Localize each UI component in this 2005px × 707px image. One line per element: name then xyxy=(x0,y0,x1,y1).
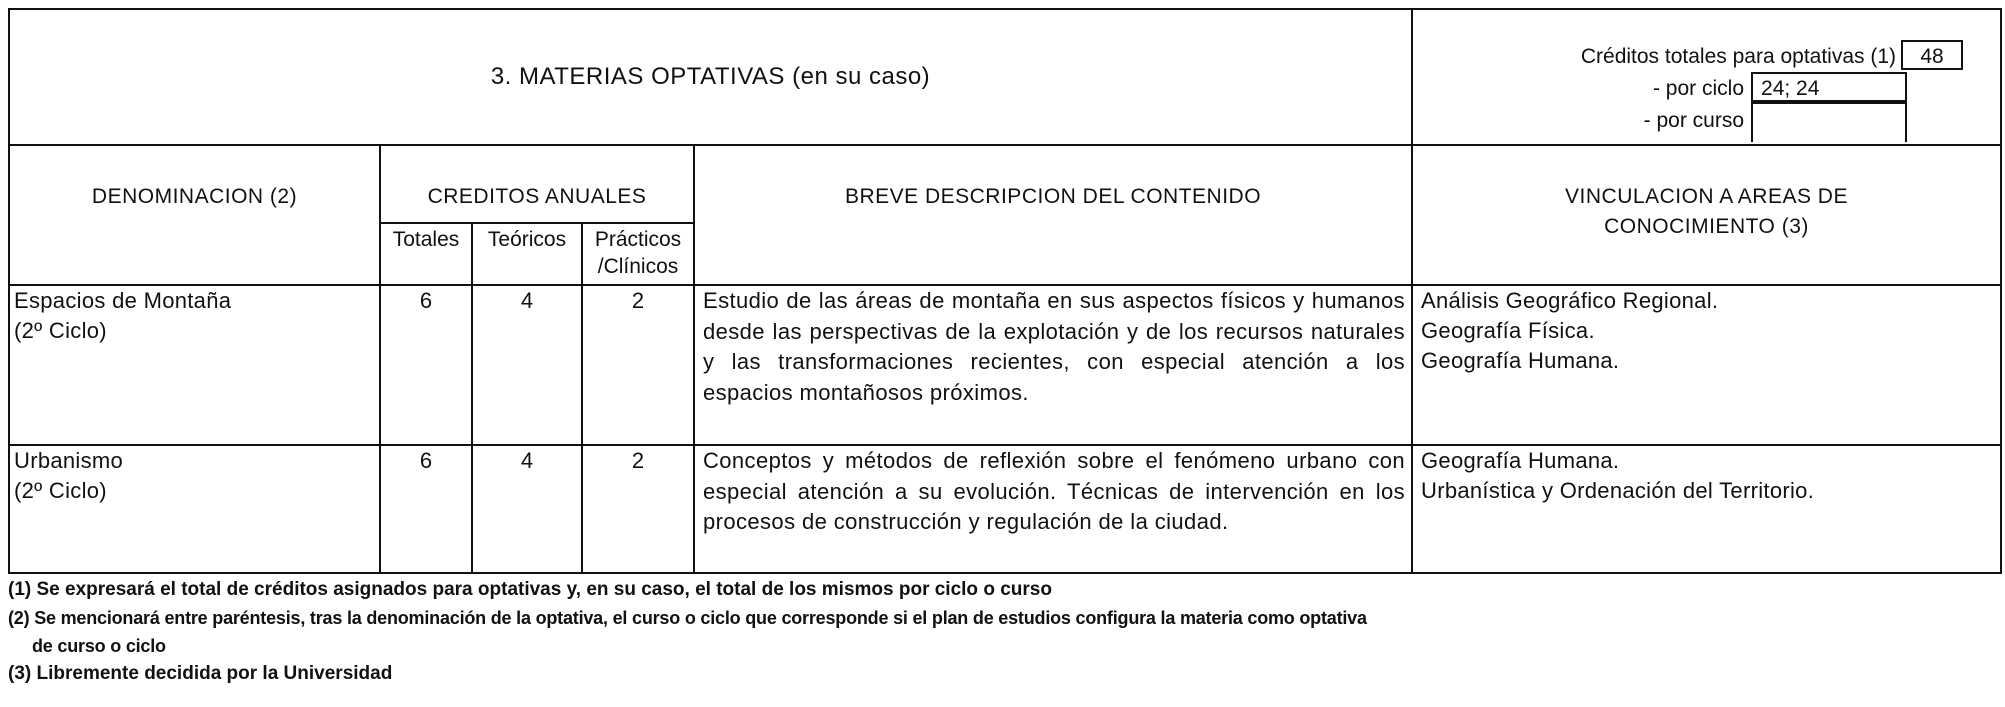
header-vinculacion-line2: CONOCIMIENTO (3) xyxy=(1604,215,1809,238)
subject-name xyxy=(9,285,380,445)
header-vinculacion xyxy=(1412,145,2001,285)
per-cycle-label: - por ciclo xyxy=(1652,77,1745,100)
per-course-label: - por curso xyxy=(1643,109,1745,132)
footnotes xyxy=(8,576,2000,688)
table-row xyxy=(9,445,2001,573)
knowledge-areas xyxy=(1412,285,2001,445)
per-cycle-value: 24; 24 xyxy=(1751,72,1907,102)
credits-practicos: 2 xyxy=(582,445,694,573)
subject-title: Urbanismo xyxy=(14,448,124,473)
credits-summary xyxy=(1412,9,2001,145)
header-practicos-line1: Prácticos xyxy=(594,228,682,251)
footnote-1: (1) Se expresará el total de créditos asignados para optativas y, en su caso, el total de los mismos por ciclo o curso xyxy=(8,579,1052,600)
knowledge-areas xyxy=(1412,445,2001,573)
knowledge-area: Análisis Geográfico Regional. xyxy=(1421,288,1719,313)
header-totales: Totales xyxy=(380,223,472,285)
subject-description: Estudio de las áreas de montaña en sus aspectos físicos y humanos desde las perspectivas de la explotación y de los recursos naturales y las transformaciones recientes, con especial atención a los espacios montañosos próximos. xyxy=(694,285,1412,445)
knowledge-area: Urbanística y Ordenación del Territorio. xyxy=(1421,478,1815,503)
header-descripcion: BREVE DESCRIPCION DEL CONTENIDO xyxy=(694,145,1412,285)
header-practicos xyxy=(582,223,694,285)
subject-name xyxy=(9,445,380,573)
credits-practicos: 2 xyxy=(582,285,694,445)
subject-cycle: (2º Ciclo) xyxy=(14,478,107,503)
credits-teoricos: 4 xyxy=(472,285,582,445)
table-row xyxy=(9,285,2001,445)
section-title: 3. MATERIAS OPTATIVAS (en su caso) xyxy=(9,9,1412,145)
header-vinculacion-line1: VINCULACION A AREAS DE xyxy=(1565,185,1848,208)
credits-totales: 6 xyxy=(380,285,472,445)
header-teoricos: Teóricos xyxy=(472,223,582,285)
footnote-3: (3) Libremente decidida por la Universidad xyxy=(8,663,393,684)
credits-totales: 6 xyxy=(380,445,472,573)
credits-teoricos: 4 xyxy=(472,445,582,573)
subject-cycle: (2º Ciclo) xyxy=(14,318,107,343)
total-credits-label: Créditos totales para optativas (1) xyxy=(1580,45,1897,68)
header-row-1 xyxy=(9,145,2001,223)
header-creditos-anuales: CREDITOS ANUALES xyxy=(380,145,694,223)
knowledge-area: Geografía Humana. xyxy=(1421,348,1620,373)
title-row xyxy=(9,9,2001,145)
header-denominacion: DENOMINACION (2) xyxy=(9,145,380,285)
total-credits-value: 48 xyxy=(1901,40,1963,70)
knowledge-area: Geografía Física. xyxy=(1421,318,1595,343)
knowledge-area: Geografía Humana. xyxy=(1421,448,1620,473)
optativas-table xyxy=(8,8,2002,574)
subject-title: Espacios de Montaña xyxy=(14,288,232,313)
footnote-2-continuation: de curso o ciclo xyxy=(32,636,166,656)
footnote-2: (2) Se mencionará entre paréntesis, tras la denominación de la optativa, el curso o ciclo que corresponde si el plan de estudios configura la materia como optativa xyxy=(8,608,1367,628)
subject-description: Conceptos y métodos de reflexión sobre el fenómeno urbano con especial atención a su evolución. Técnicas de intervención en los procesos de construcción y regulación de la ciudad. xyxy=(694,445,1412,573)
per-course-value xyxy=(1751,102,1907,142)
optativas-document xyxy=(8,8,2000,688)
header-practicos-line2: /Clínicos xyxy=(597,255,679,278)
